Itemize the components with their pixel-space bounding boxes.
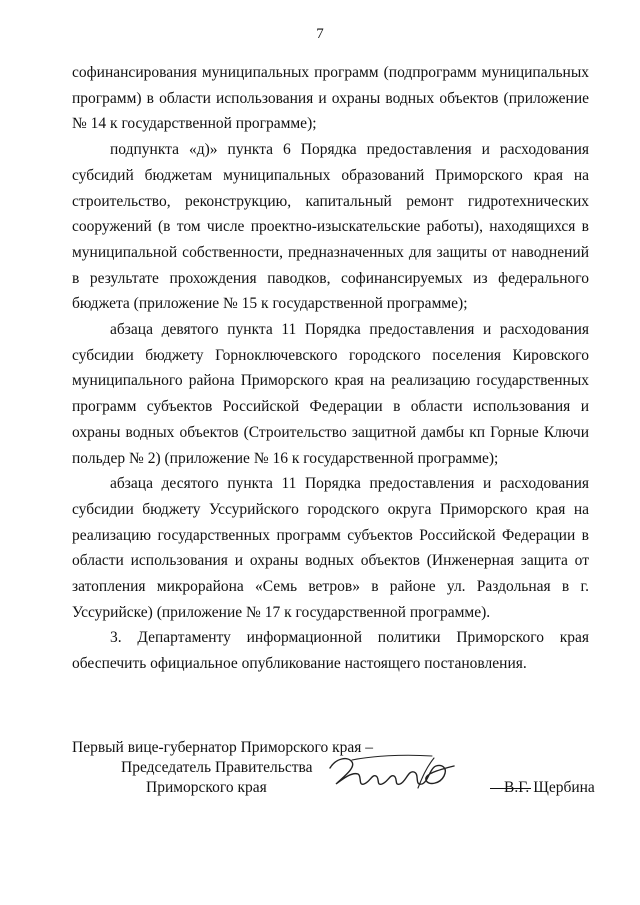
- document-body: [72, 60, 589, 677]
- paragraph: софинансирования муниципальных программ (подпрограмм муниципальных программ) в области использования и охраны водных объектов (приложение № 14 к государственной программе);: [72, 64, 589, 133]
- signatory-title-line2: Председатель Правительства: [121, 759, 313, 776]
- signatory-initials: В.Г.: [504, 779, 530, 796]
- handwritten-signature: [322, 748, 472, 798]
- signatory-name: [504, 778, 595, 798]
- signatory-title-line3: Приморского края: [146, 779, 267, 796]
- paragraph: абзаца девятого пункта 11 Порядка предоставления и расходования субсидии бюджету Горноключевского городского поселения Кировского муниципального района Приморского края на реализацию государственных программ субъектов Российской Федерации в области использования и охраны водных объектов (Строительство защитной дамбы кп Горные Ключи польдер № 2) (приложение № 16 к государственной программе);: [72, 321, 589, 467]
- page-number: 7: [316, 26, 324, 42]
- signature-block: [72, 738, 595, 808]
- paragraph: абзаца десятого пункта 11 Порядка предоставления и расходования субсидии бюджету Уссурийского городского округа Приморского края на реализацию государственных программ субъектов Российской Федерации в области использования и охраны водных объектов (Инженерная защита от затопления микрорайона «Семь ветров» в районе ул. Раздольная в г. Уссурийске) (приложение № 17 к государственной программе).: [72, 475, 589, 621]
- signatory-surname: Щербина: [533, 779, 595, 796]
- paragraph: 3. Департаменту информационной политики Приморского края обеспечить официальное опубликование настоящего постановления.: [72, 629, 589, 673]
- paragraph: подпункта «д)» пункта 6 Порядка предоставления и расходования субсидий бюджетам муниципальных образований Приморского края на строительство, реконструкцию, капитальный ремонт гидротехнических сооружений (в том числе проектно-изыскательские работы), находящихся в муниципальной собственности, предназначенных для защиты от наводнений в результате прохождения паводков, софинансируемых из федерального бюджета (приложение № 15 к государственной программе);: [72, 141, 589, 313]
- signatory-title-line1: Первый вице-губернатор Приморского края –: [72, 739, 374, 756]
